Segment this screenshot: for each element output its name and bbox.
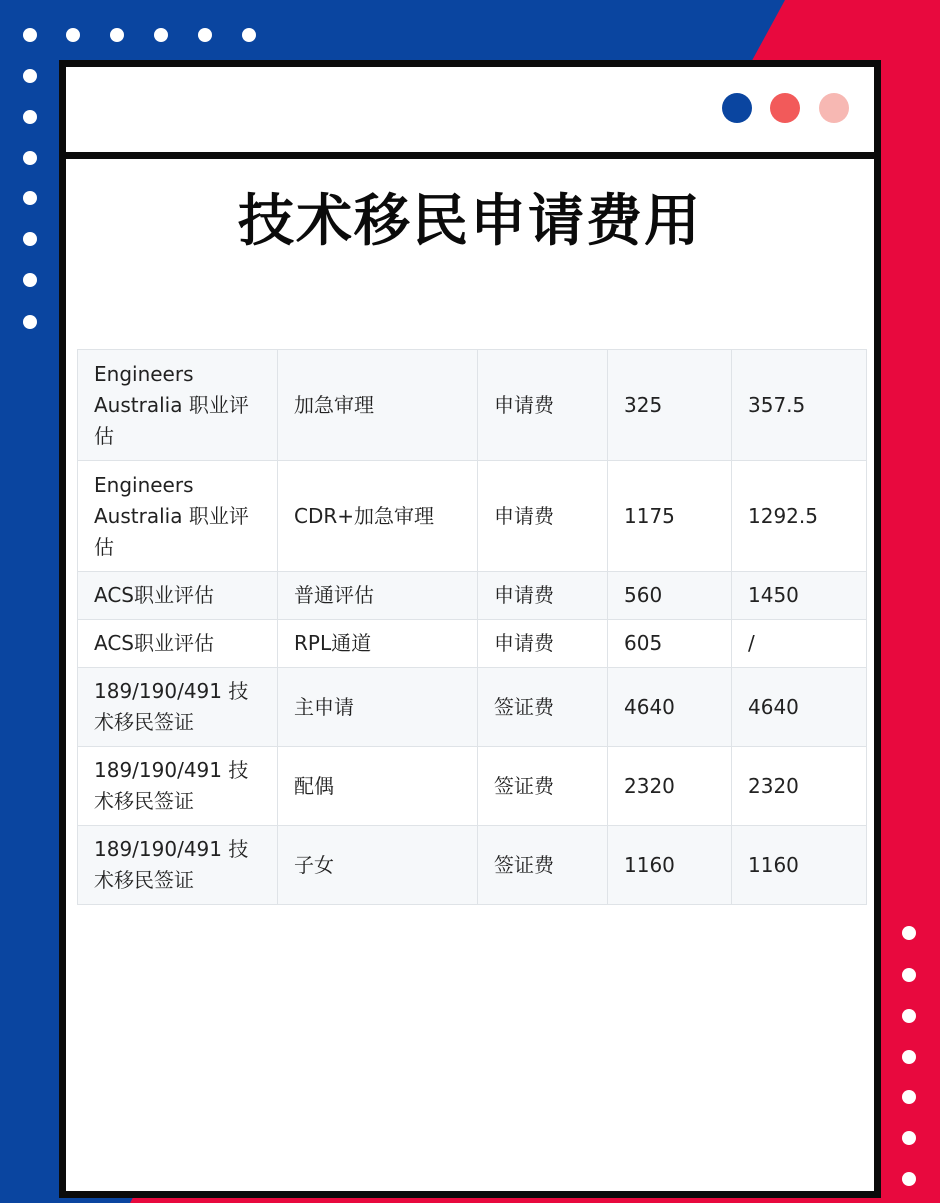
decor-dot [110, 28, 124, 42]
decor-dot [23, 232, 37, 246]
table-cell-amount: 4640 [608, 668, 732, 747]
table-cell-amount-2: 1292.5 [732, 461, 867, 572]
table-cell-assessment: ACS职业评估 [78, 620, 278, 668]
table-cell-assessment: ACS职业评估 [78, 572, 278, 620]
decor-dot [66, 28, 80, 42]
window-dot-red [770, 93, 800, 123]
table-cell-item: 主申请 [278, 668, 478, 747]
table-row [78, 620, 867, 668]
table-row [78, 668, 867, 747]
decor-dot [23, 28, 37, 42]
table-cell-item: CDR+加急审理 [278, 461, 478, 572]
table-cell-assessment: Engineers Australia 职业评估 [78, 461, 278, 572]
table-row [78, 572, 867, 620]
table-cell-amount-2: 1450 [732, 572, 867, 620]
table-cell-assessment: 189/190/491 技术移民签证 [78, 668, 278, 747]
fee-table [77, 349, 867, 905]
decor-dot [902, 1172, 916, 1186]
table-row [78, 461, 867, 572]
decor-dot [23, 110, 37, 124]
table-cell-amount: 325 [608, 350, 732, 461]
decor-dot [902, 926, 916, 940]
table-cell-amount: 560 [608, 572, 732, 620]
decor-dot [23, 191, 37, 205]
decor-dot [23, 273, 37, 287]
table-cell-amount-2: 357.5 [732, 350, 867, 461]
table-row [78, 826, 867, 905]
table-cell-fee-type: 申请费 [478, 620, 608, 668]
table-row [78, 747, 867, 826]
table-row [78, 350, 867, 461]
table-cell-amount: 1160 [608, 826, 732, 905]
page-title: 技术移民申请费用 [238, 189, 702, 254]
table-cell-amount-2: 4640 [732, 668, 867, 747]
table-cell-amount-2: 1160 [732, 826, 867, 905]
decor-dot [902, 1009, 916, 1023]
table-cell-amount: 2320 [608, 747, 732, 826]
table-cell-item: 配偶 [278, 747, 478, 826]
window-dot-blue [722, 93, 752, 123]
window-dot-pink [819, 93, 849, 123]
decor-dot [902, 968, 916, 982]
content-card [59, 60, 881, 1198]
table-cell-fee-type: 签证费 [478, 668, 608, 747]
decor-dot [23, 69, 37, 83]
table-cell-amount-2: 2320 [732, 747, 867, 826]
table-cell-fee-type: 申请费 [478, 461, 608, 572]
table-cell-fee-type: 申请费 [478, 572, 608, 620]
decor-dot [198, 28, 212, 42]
decor-dot [23, 151, 37, 165]
table-cell-amount: 605 [608, 620, 732, 668]
decor-dot [242, 28, 256, 42]
window-title-bar [66, 67, 874, 159]
table-cell-fee-type: 签证费 [478, 826, 608, 905]
table-cell-assessment: Engineers Australia 职业评估 [78, 350, 278, 461]
decor-dot [23, 315, 37, 329]
table-cell-item: 普通评估 [278, 572, 478, 620]
table-cell-amount-2: / [732, 620, 867, 668]
table-cell-item: 加急审理 [278, 350, 478, 461]
table-cell-fee-type: 申请费 [478, 350, 608, 461]
table-cell-assessment: 189/190/491 技术移民签证 [78, 826, 278, 905]
table-cell-assessment: 189/190/491 技术移民签证 [78, 747, 278, 826]
table-cell-item: RPL通道 [278, 620, 478, 668]
table-cell-fee-type: 签证费 [478, 747, 608, 826]
decor-dot [902, 1131, 916, 1145]
table-cell-item: 子女 [278, 826, 478, 905]
table-cell-amount: 1175 [608, 461, 732, 572]
decor-dot [902, 1050, 916, 1064]
decor-dot [902, 1090, 916, 1104]
decor-dot [154, 28, 168, 42]
